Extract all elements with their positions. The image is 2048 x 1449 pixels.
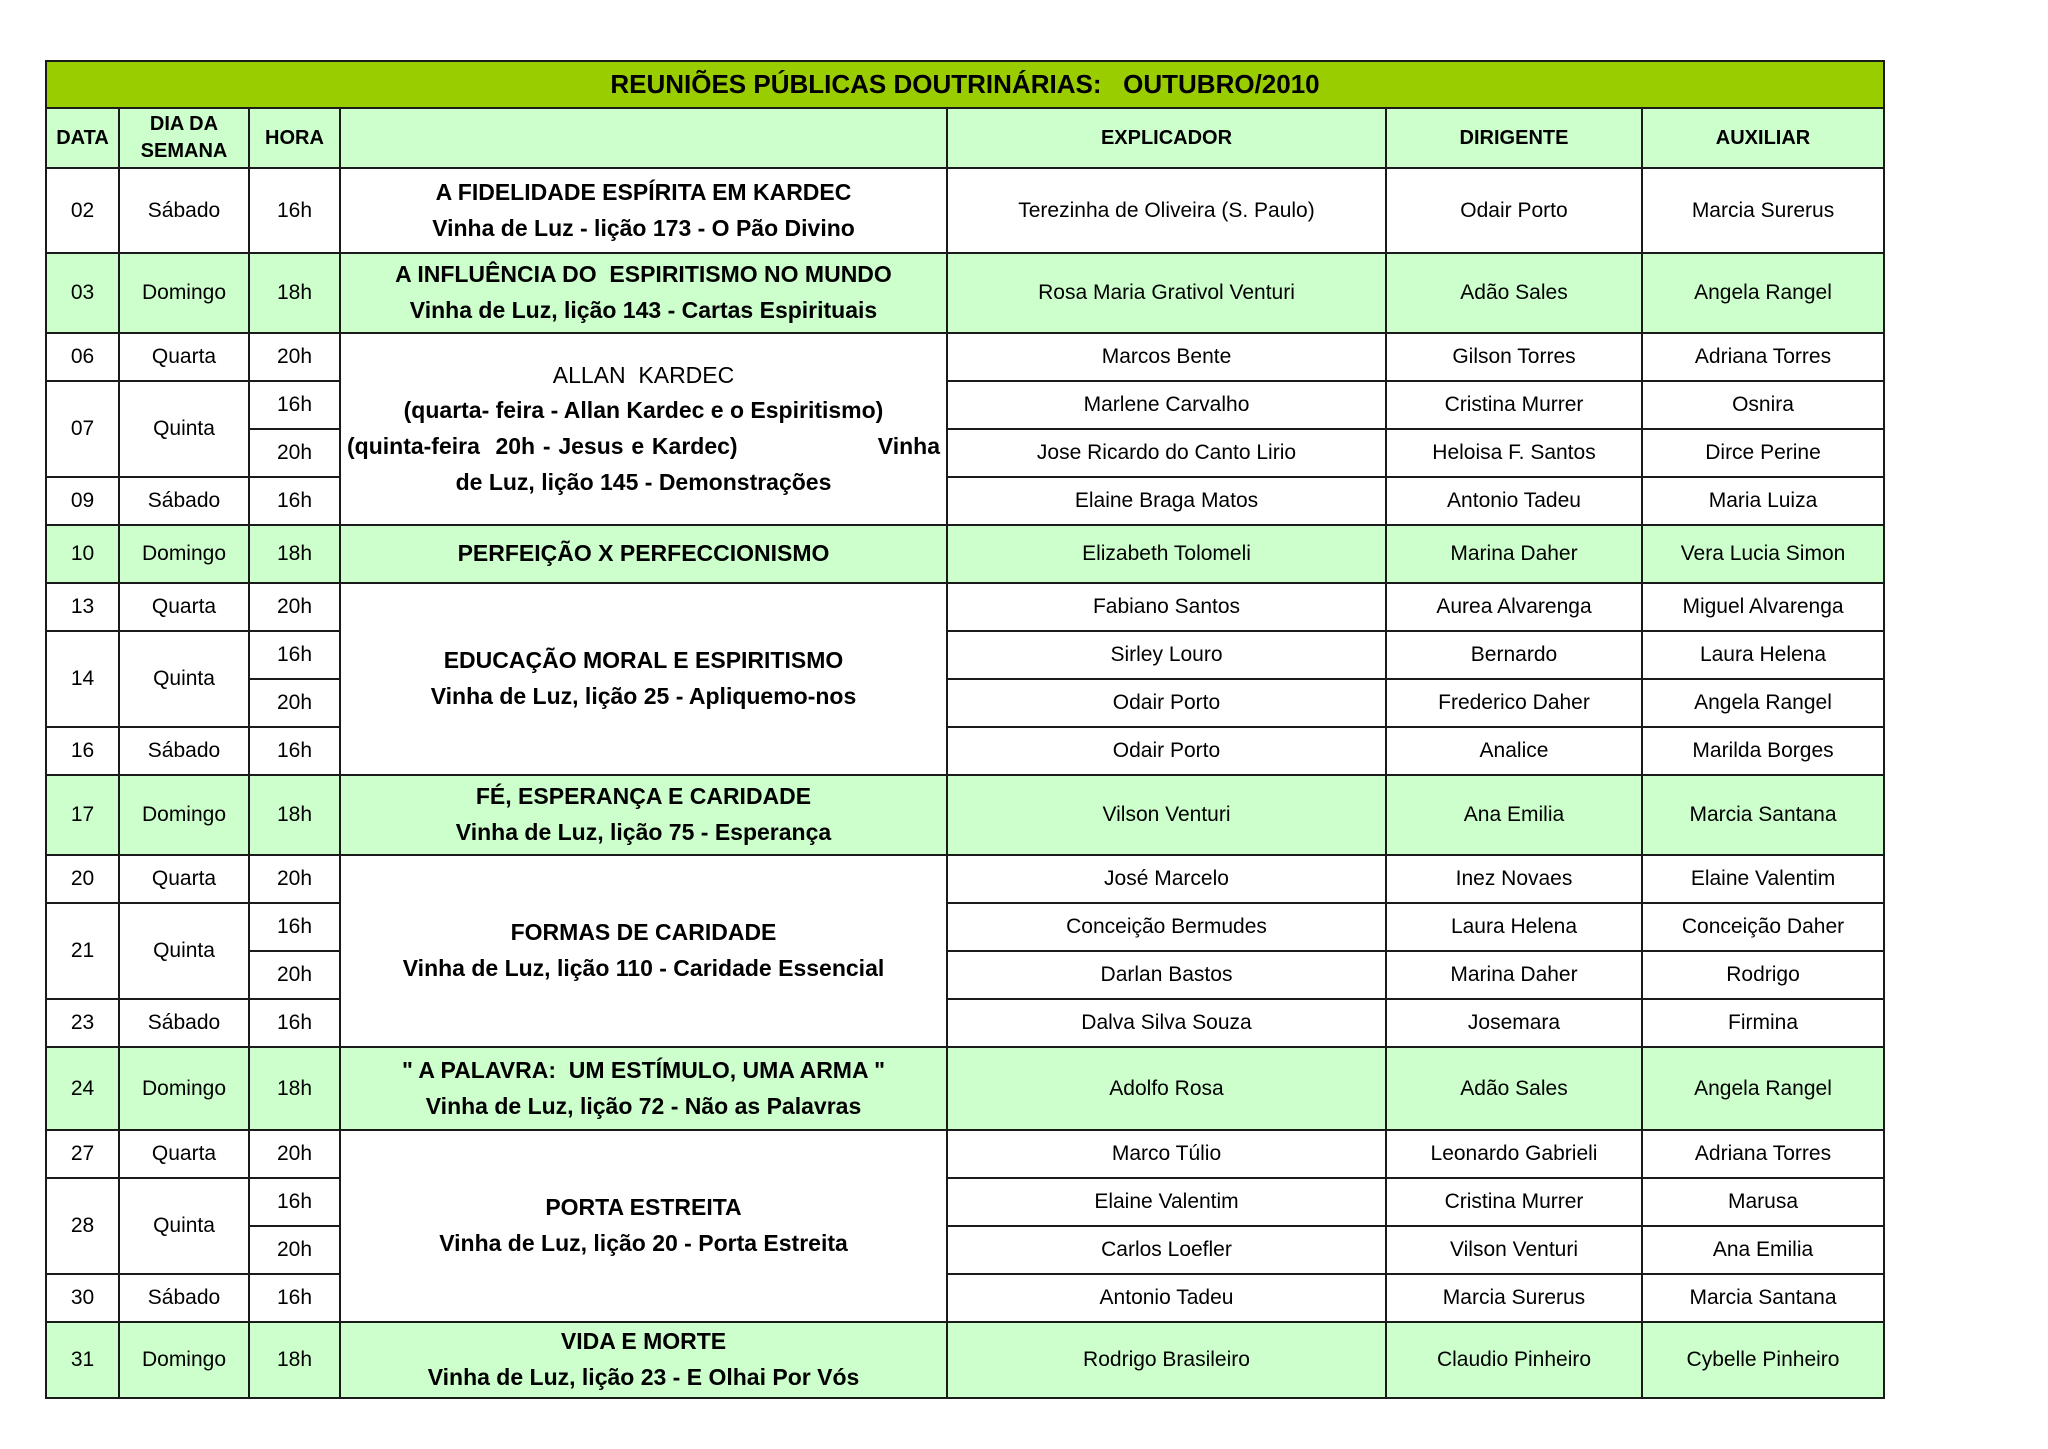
cell-data: 24 [46, 1047, 119, 1130]
table-row [46, 429, 1884, 477]
theme-line-1: " A PALAVRA: UM ESTÍMULO, UMA ARMA " [401, 1056, 886, 1083]
cell-dia-semana: Sábado [119, 1274, 249, 1322]
cell-explicador: Darlan Bastos [947, 951, 1386, 999]
cell-hora: 20h [249, 333, 340, 381]
cell-dirigente: Analice [1386, 727, 1642, 775]
theme-line-2: Vinha de Luz, lição 23 - E Olhai Por Vós [427, 1364, 860, 1390]
table-row [46, 583, 1884, 631]
theme-line-3: (quinta-feira 20h - Jesus e Kardec) Vinha [347, 433, 940, 459]
cell-tema [340, 168, 947, 253]
cell-dia-semana: Domingo [119, 253, 249, 333]
cell-dia-semana: Domingo [119, 1047, 249, 1130]
cell-explicador: Adolfo Rosa [947, 1047, 1386, 1130]
cell-tema [340, 253, 947, 333]
theme-line-2: Vinha de Luz, lição 75 - Esperança [455, 819, 832, 845]
cell-explicador: Vilson Venturi [947, 775, 1386, 855]
cell-hora: 20h [249, 1226, 340, 1274]
theme-line-4: de Luz, lição 145 - Demonstrações [455, 468, 832, 495]
cell-dirigente: Heloisa F. Santos [1386, 429, 1642, 477]
theme-line-2: Vinha de Luz, lição 110 - Caridade Essencial [402, 955, 885, 981]
cell-hora: 16h [249, 999, 340, 1047]
cell-auxiliar: Cybelle Pinheiro [1642, 1322, 1884, 1398]
cell-tema [340, 855, 947, 1047]
cell-hora: 18h [249, 525, 340, 583]
theme-line-1: FÉ, ESPERANÇA E CARIDADE [475, 783, 812, 810]
cell-data: 07 [46, 381, 119, 477]
cell-explicador: Elizabeth Tolomeli [947, 525, 1386, 583]
cell-auxiliar: Laura Helena [1642, 631, 1884, 679]
cell-hora: 16h [249, 727, 340, 775]
cell-auxiliar: Adriana Torres [1642, 1130, 1884, 1178]
cell-hora: 16h [249, 903, 340, 951]
cell-dirigente: Marina Daher [1386, 951, 1642, 999]
table-row [46, 333, 1884, 381]
cell-dia-semana: Quarta [119, 855, 249, 903]
cell-explicador: Marcos Bente [947, 333, 1386, 381]
cell-auxiliar: Ana Emilia [1642, 1226, 1884, 1274]
cell-hora: 16h [249, 1274, 340, 1322]
cell-data: 10 [46, 525, 119, 583]
cell-explicador: Terezinha de Oliveira (S. Paulo) [947, 168, 1386, 253]
table-row [46, 631, 1884, 679]
cell-explicador: Antonio Tadeu [947, 1274, 1386, 1322]
cell-explicador: Marco Túlio [947, 1130, 1386, 1178]
table-row [46, 951, 1884, 999]
table-row [46, 1322, 1884, 1398]
cell-explicador: Elaine Valentim [947, 1178, 1386, 1226]
table-row [46, 1130, 1884, 1178]
cell-data: 14 [46, 631, 119, 727]
cell-auxiliar: Angela Rangel [1642, 1047, 1884, 1130]
header-dia-semana [119, 108, 249, 168]
cell-data: 20 [46, 855, 119, 903]
header-data: DATA [46, 108, 119, 168]
cell-dia-semana: Sábado [119, 168, 249, 253]
header-tema [340, 108, 947, 168]
header-auxiliar: AUXILIAR [1642, 108, 1884, 168]
theme-line-1: A FIDELIDADE ESPÍRITA EM KARDEC [435, 178, 852, 205]
theme-line-1: ALLAN KARDEC [552, 361, 735, 388]
cell-auxiliar: Conceição Daher [1642, 903, 1884, 951]
theme-line-1: PORTA ESTREITA [545, 1194, 742, 1221]
theme-line-1: PERFEIÇÃO X PERFECCIONISMO [457, 540, 830, 567]
theme-line-1: VIDA E MORTE [560, 1328, 727, 1355]
cell-explicador: Elaine Braga Matos [947, 477, 1386, 525]
theme-line-1: EDUCAÇÃO MORAL E ESPIRITISMO [443, 647, 844, 674]
theme-line-2: Vinha de Luz, lição 72 - Não as Palavras [425, 1092, 862, 1119]
cell-dirigente: Adão Sales [1386, 253, 1642, 333]
cell-dia-semana: Domingo [119, 1322, 249, 1398]
cell-dirigente: Marina Daher [1386, 525, 1642, 583]
cell-dia-semana: Quarta [119, 333, 249, 381]
table-row [46, 525, 1884, 583]
cell-dia-semana: Domingo [119, 775, 249, 855]
cell-data: 06 [46, 333, 119, 381]
cell-explicador: Sirley Louro [947, 631, 1386, 679]
cell-hora: 18h [249, 1322, 340, 1398]
cell-hora: 20h [249, 679, 340, 727]
table-row [46, 999, 1884, 1047]
cell-data: 31 [46, 1322, 119, 1398]
cell-explicador: Odair Porto [947, 727, 1386, 775]
cell-data: 21 [46, 903, 119, 999]
cell-dirigente: Gilson Torres [1386, 333, 1642, 381]
page-title: REUNIÕES PÚBLICAS DOUTRINÁRIAS: OUTUBRO/2010 [46, 61, 1884, 108]
cell-auxiliar: Angela Rangel [1642, 253, 1884, 333]
cell-explicador: Fabiano Santos [947, 583, 1386, 631]
cell-dia-semana: Quarta [119, 1130, 249, 1178]
cell-auxiliar: Adriana Torres [1642, 333, 1884, 381]
cell-auxiliar: Firmina [1642, 999, 1884, 1047]
table-row [46, 1047, 1884, 1130]
cell-dia-semana: Domingo [119, 525, 249, 583]
cell-dia-semana: Quarta [119, 583, 249, 631]
cell-auxiliar: Miguel Alvarenga [1642, 583, 1884, 631]
header-explicador: EXPLICADOR [947, 108, 1386, 168]
cell-dia-semana: Quinta [119, 381, 249, 477]
title-row [46, 61, 1884, 108]
cell-explicador: Rosa Maria Grativol Venturi [947, 253, 1386, 333]
theme-line-2: Vinha de Luz, lição 25 - Apliquemo-nos [430, 683, 857, 709]
theme-line-2: Vinha de Luz, lição 143 - Cartas Espirituais [409, 297, 878, 323]
cell-auxiliar: Marcia Santana [1642, 775, 1884, 855]
cell-hora: 16h [249, 477, 340, 525]
cell-dirigente: Claudio Pinheiro [1386, 1322, 1642, 1398]
cell-auxiliar: Rodrigo [1642, 951, 1884, 999]
header-dia-line2: SEMANA [140, 140, 228, 162]
table-row [46, 477, 1884, 525]
table-row [46, 775, 1884, 855]
cell-auxiliar: Marcia Santana [1642, 1274, 1884, 1322]
cell-tema [340, 1130, 947, 1322]
cell-tema [340, 1047, 947, 1130]
cell-explicador: Marlene Carvalho [947, 381, 1386, 429]
cell-hora: 20h [249, 583, 340, 631]
cell-explicador: José Marcelo [947, 855, 1386, 903]
cell-auxiliar: Osnira [1642, 381, 1884, 429]
cell-hora: 20h [249, 1130, 340, 1178]
cell-auxiliar: Angela Rangel [1642, 679, 1884, 727]
table-row [46, 168, 1884, 253]
cell-auxiliar: Marcia Surerus [1642, 168, 1884, 253]
cell-hora: 16h [249, 1178, 340, 1226]
cell-dirigente: Cristina Murrer [1386, 381, 1642, 429]
cell-dia-semana: Quinta [119, 631, 249, 727]
cell-auxiliar: Maria Luiza [1642, 477, 1884, 525]
theme-line-2: Vinha de Luz - lição 173 - O Pão Divino [432, 214, 855, 241]
cell-data: 13 [46, 583, 119, 631]
cell-data: 17 [46, 775, 119, 855]
cell-dirigente: Odair Porto [1386, 168, 1642, 253]
cell-dirigente: Adão Sales [1386, 1047, 1642, 1130]
cell-hora: 18h [249, 775, 340, 855]
cell-explicador: Carlos Loefler [947, 1226, 1386, 1274]
cell-dirigente: Bernardo [1386, 631, 1642, 679]
cell-dirigente: Aurea Alvarenga [1386, 583, 1642, 631]
cell-hora: 16h [249, 631, 340, 679]
cell-dia-semana: Sábado [119, 727, 249, 775]
cell-dirigente: Marcia Surerus [1386, 1274, 1642, 1322]
header-dirigente: DIRIGENTE [1386, 108, 1642, 168]
cell-hora: 18h [249, 1047, 340, 1130]
table-row [46, 903, 1884, 951]
cell-explicador: Rodrigo Brasileiro [947, 1322, 1386, 1398]
theme-line-1: FORMAS DE CARIDADE [510, 919, 777, 946]
cell-data: 27 [46, 1130, 119, 1178]
cell-data: 28 [46, 1178, 119, 1274]
cell-explicador: Conceição Bermudes [947, 903, 1386, 951]
cell-dirigente: Vilson Venturi [1386, 1226, 1642, 1274]
cell-hora: 16h [249, 381, 340, 429]
cell-data: 23 [46, 999, 119, 1047]
cell-dirigente: Laura Helena [1386, 903, 1642, 951]
cell-explicador: Jose Ricardo do Canto Lirio [947, 429, 1386, 477]
table-row [46, 1178, 1884, 1226]
table-row [46, 727, 1884, 775]
cell-data: 09 [46, 477, 119, 525]
cell-dirigente: Antonio Tadeu [1386, 477, 1642, 525]
cell-data: 30 [46, 1274, 119, 1322]
schedule-sheet [45, 60, 1883, 1399]
cell-auxiliar: Marusa [1642, 1178, 1884, 1226]
cell-hora: 20h [249, 951, 340, 999]
cell-data: 03 [46, 253, 119, 333]
cell-hora: 16h [249, 168, 340, 253]
header-row [46, 108, 1884, 168]
table-row [46, 679, 1884, 727]
table-row [46, 1274, 1884, 1322]
cell-hora: 20h [249, 429, 340, 477]
cell-explicador: Odair Porto [947, 679, 1386, 727]
cell-dirigente: Ana Emilia [1386, 775, 1642, 855]
theme-line-1: A INFLUÊNCIA DO ESPIRITISMO NO MUNDO [395, 261, 892, 288]
cell-dirigente: Cristina Murrer [1386, 1178, 1642, 1226]
cell-tema [340, 333, 947, 525]
table-row [46, 253, 1884, 333]
cell-tema [340, 1322, 947, 1398]
table-row [46, 855, 1884, 903]
cell-dirigente: Inez Novaes [1386, 855, 1642, 903]
cell-data: 16 [46, 727, 119, 775]
cell-dirigente: Frederico Daher [1386, 679, 1642, 727]
schedule-table [45, 60, 1885, 1399]
cell-tema [340, 583, 947, 775]
cell-data: 02 [46, 168, 119, 253]
cell-explicador: Dalva Silva Souza [947, 999, 1386, 1047]
cell-hora: 20h [249, 855, 340, 903]
cell-auxiliar: Vera Lucia Simon [1642, 525, 1884, 583]
cell-dia-semana: Quinta [119, 903, 249, 999]
cell-tema [340, 525, 947, 583]
cell-dia-semana: Quinta [119, 1178, 249, 1274]
theme-line-2: Vinha de Luz, lição 20 - Porta Estreita [439, 1230, 848, 1256]
cell-dia-semana: Sábado [119, 999, 249, 1047]
table-row [46, 1226, 1884, 1274]
cell-auxiliar: Elaine Valentim [1642, 855, 1884, 903]
cell-dia-semana: Sábado [119, 477, 249, 525]
table-row [46, 381, 1884, 429]
cell-auxiliar: Dirce Perine [1642, 429, 1884, 477]
cell-hora: 18h [249, 253, 340, 333]
cell-dirigente: Josemara [1386, 999, 1642, 1047]
cell-tema [340, 775, 947, 855]
theme-line-2: (quarta- feira - Allan Kardec e o Espiritismo) [403, 397, 884, 424]
header-hora: HORA [249, 108, 340, 168]
cell-auxiliar: Marilda Borges [1642, 727, 1884, 775]
cell-dirigente: Leonardo Gabrieli [1386, 1130, 1642, 1178]
header-dia-line1: DIA DA [149, 113, 219, 135]
